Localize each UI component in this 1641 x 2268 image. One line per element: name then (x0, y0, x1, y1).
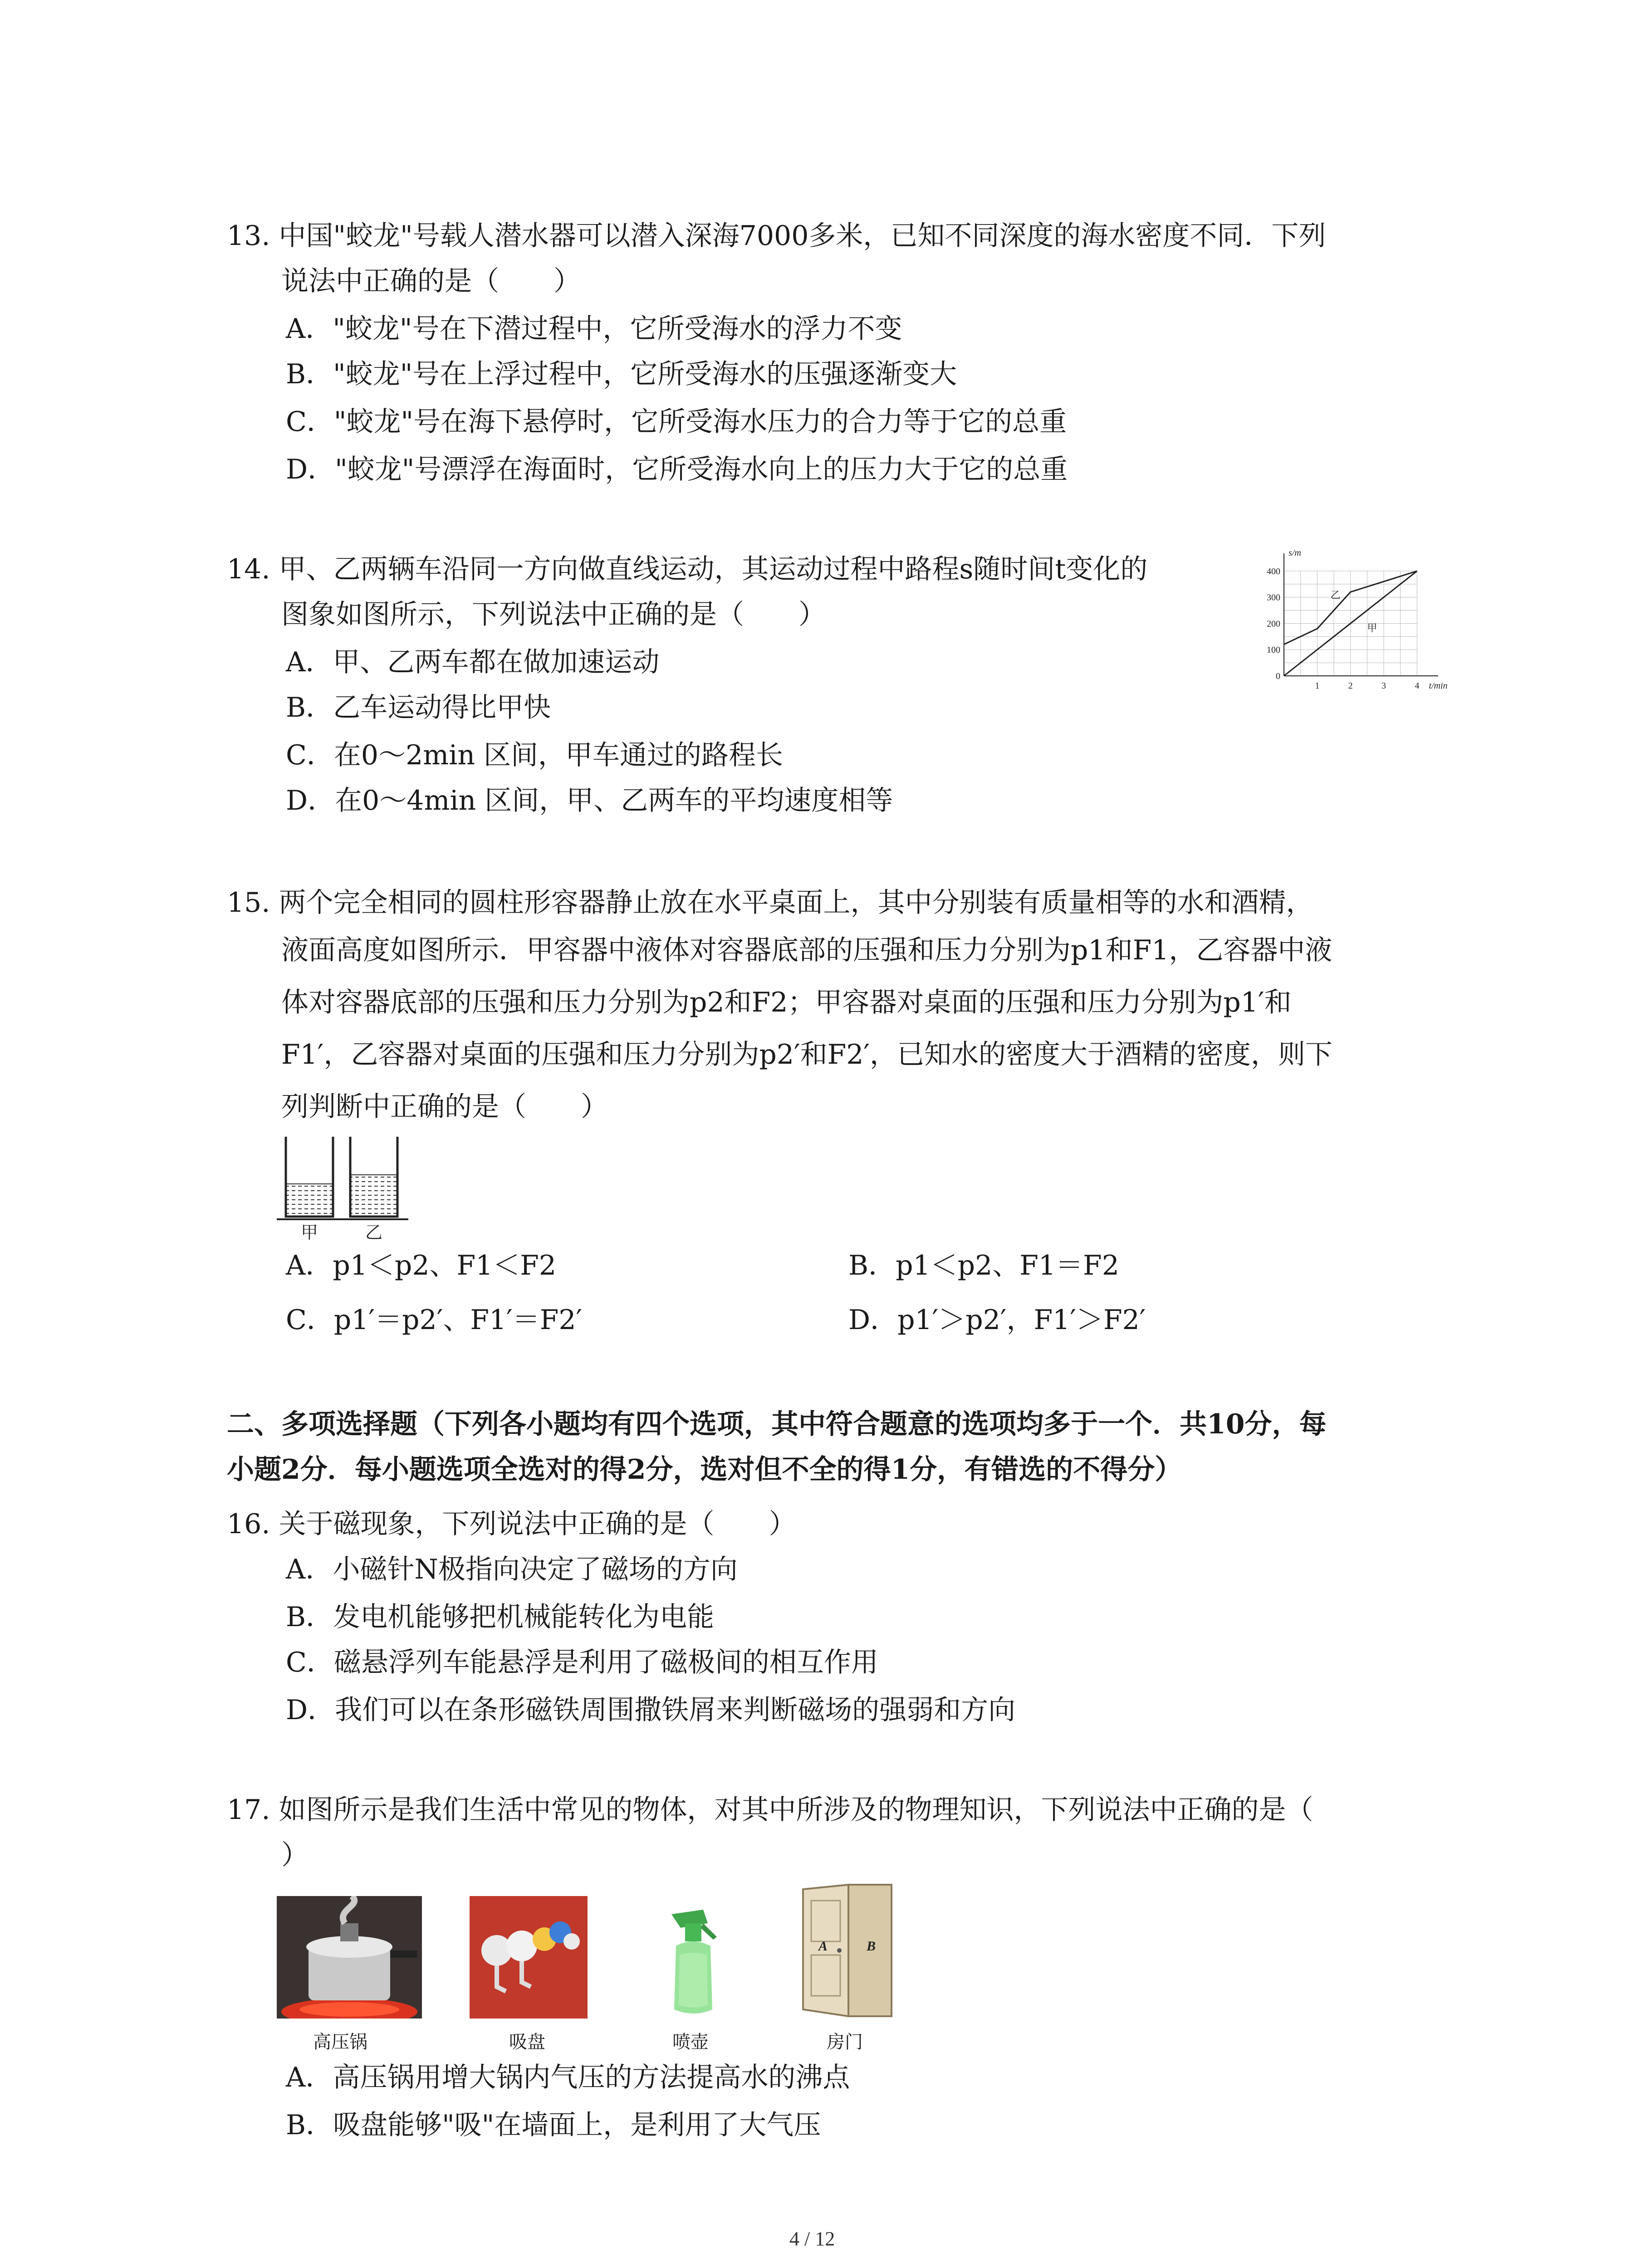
series-label-yi: 乙 (1330, 590, 1341, 601)
q16-option-c: C．磁悬浮列车能悬浮是利用了磁极间的相互作用 (286, 1647, 878, 1678)
door-label-a: A (818, 1939, 828, 1954)
caption-suction-cup: 吸盘 (509, 2032, 545, 2052)
suction-cup-image (470, 1896, 588, 2019)
q15-stem-line3: 体对容器底部的压强和压力分别为p2和F2；甲容器对桌面的压强和压力分别为p1′和 (281, 987, 1292, 1018)
y-tick-label: 200 (1267, 619, 1280, 629)
containers-figure (272, 1134, 417, 1243)
caption-door: 房门 (827, 2032, 863, 2052)
q13-option-a: A．"蛟龙"号在下潜过程中，它所受海水的浮力不变 (286, 313, 902, 345)
q15-option-d: D．p1′＞p2′，F1′＞F2′ (848, 1304, 1146, 1336)
caption-pressure-cooker: 高压锅 (313, 2032, 367, 2052)
y-axis-label: s/m (1288, 548, 1301, 558)
q14-stem-line2: 图象如图所示，下列说法中正确的是（ ） (281, 599, 826, 631)
label-jia: 甲 (300, 1222, 318, 1242)
series-label-jia: 甲 (1367, 622, 1377, 634)
x-tick-label: 3 (1381, 681, 1386, 691)
q16-stem: 16. 关于磁现象，下列说法中正确的是（ ） (227, 1508, 796, 1540)
section-2-line1: 二、多项选择题（下列各小题均有四个选项，其中符合题意的选项均多于一个．共10分，每 (227, 1408, 1327, 1440)
q15-option-b: B．p1＜p2、F1＝F2 (848, 1250, 1119, 1281)
q15-option-c: C．p1′＝p2′、F1′＝F2′ (286, 1304, 583, 1336)
q15-stem-line5: 列判断中正确的是（ ） (281, 1091, 608, 1123)
container-yi (350, 1137, 397, 1217)
section-2-line2: 小题2分．每小题选项全选对的得2分，选对但不全的得1分，有错选的不得分） (227, 1454, 1182, 1486)
q17-option-b: B．吸盘能够"吸"在墙面上，是利用了大气压 (286, 2109, 821, 2141)
caption-spray-bottle: 喷壶 (672, 2032, 709, 2052)
x-tick-label: 4 (1415, 681, 1420, 691)
q14-option-c: C．在0～2min 区间，甲车通过的路程长 (286, 739, 784, 771)
q17-stem-line2: ） (281, 1839, 309, 1871)
q15-stem-line4: F1′，乙容器对桌面的压强和压力分别为p2′和F2′，已知水的密度大于酒精的密度，则下 (281, 1039, 1333, 1070)
spray-bottle-image (653, 1896, 730, 2019)
q13-option-d: D．"蛟龙"号漂浮在海面时，它所受海水向上的压力大于它的总重 (286, 454, 1068, 485)
y-tick-label: 0 (1276, 671, 1280, 681)
container-jia (286, 1137, 333, 1217)
pressure-cooker-image (277, 1896, 422, 2019)
y-tick-label: 300 (1267, 592, 1280, 603)
q16-option-b: B．发电机能够把机械能转化为电能 (286, 1601, 715, 1633)
q14-option-a: A．甲、乙两车都在做加速运动 (286, 646, 660, 678)
x-tick-label: 1 (1315, 681, 1320, 691)
q16-option-d: D．我们可以在条形磁铁周围撒铁屑来判断磁场的强弱和方向 (286, 1694, 1016, 1726)
q17-stem-line1: 17. 如图所示是我们生活中常见的物体，对其中所涉及的物理知识，下列说法中正确的是（ (227, 1794, 1313, 1826)
q15-stem-line2: 液面高度如图所示．甲容器中液体对容器底部的压强和压力分别为p1和F1，乙容器中液 (281, 934, 1332, 966)
s-t-graph (1257, 540, 1456, 712)
page-number: 4 / 12 (789, 2228, 835, 2250)
x-tick-label: 2 (1348, 681, 1353, 691)
q14-stem-line1: 14. 甲、乙两辆车沿同一方向做直线运动，其运动过程中路程s随时间t变化的 (227, 553, 1148, 585)
q13-option-c: C．"蛟龙"号在海下悬停时，它所受海水压力的合力等于它的总重 (286, 406, 1067, 438)
door-image (798, 1882, 894, 2019)
graph-labels (1267, 548, 1448, 691)
q14-option-d: D．在0～4min 区间，甲、乙两车的平均速度相等 (286, 785, 893, 816)
q15-option-a: A．p1＜p2、F1＜F2 (286, 1250, 557, 1281)
y-tick-label: 100 (1267, 645, 1280, 655)
q13-option-b: B．"蛟龙"号在上浮过程中，它所受海水的压强逐渐变大 (286, 358, 957, 390)
door-label-b: B (867, 1939, 876, 1954)
q17-option-a: A．高压锅用增大锅内气压的方法提高水的沸点 (286, 2062, 850, 2093)
y-tick-label: 400 (1267, 566, 1280, 577)
x-axis-label: t/min (1429, 681, 1448, 691)
q14-option-b: B．乙车运动得比甲快 (286, 692, 551, 723)
label-yi: 乙 (365, 1222, 383, 1242)
q13-stem-line2: 说法中正确的是（ ） (281, 265, 581, 297)
q13-stem-line1: 13. 中国"蛟龙"号载人潜水器可以潜入深海7000多米，已知不同深度的海水密度不同．下列 (227, 220, 1326, 252)
q16-option-a: A．小磁针N极指向决定了磁场的方向 (286, 1554, 738, 1585)
q15-stem-line1: 15. 两个完全相同的圆柱形容器静止放在水平桌面上，其中分别装有质量相等的水和酒精， (227, 887, 1313, 919)
